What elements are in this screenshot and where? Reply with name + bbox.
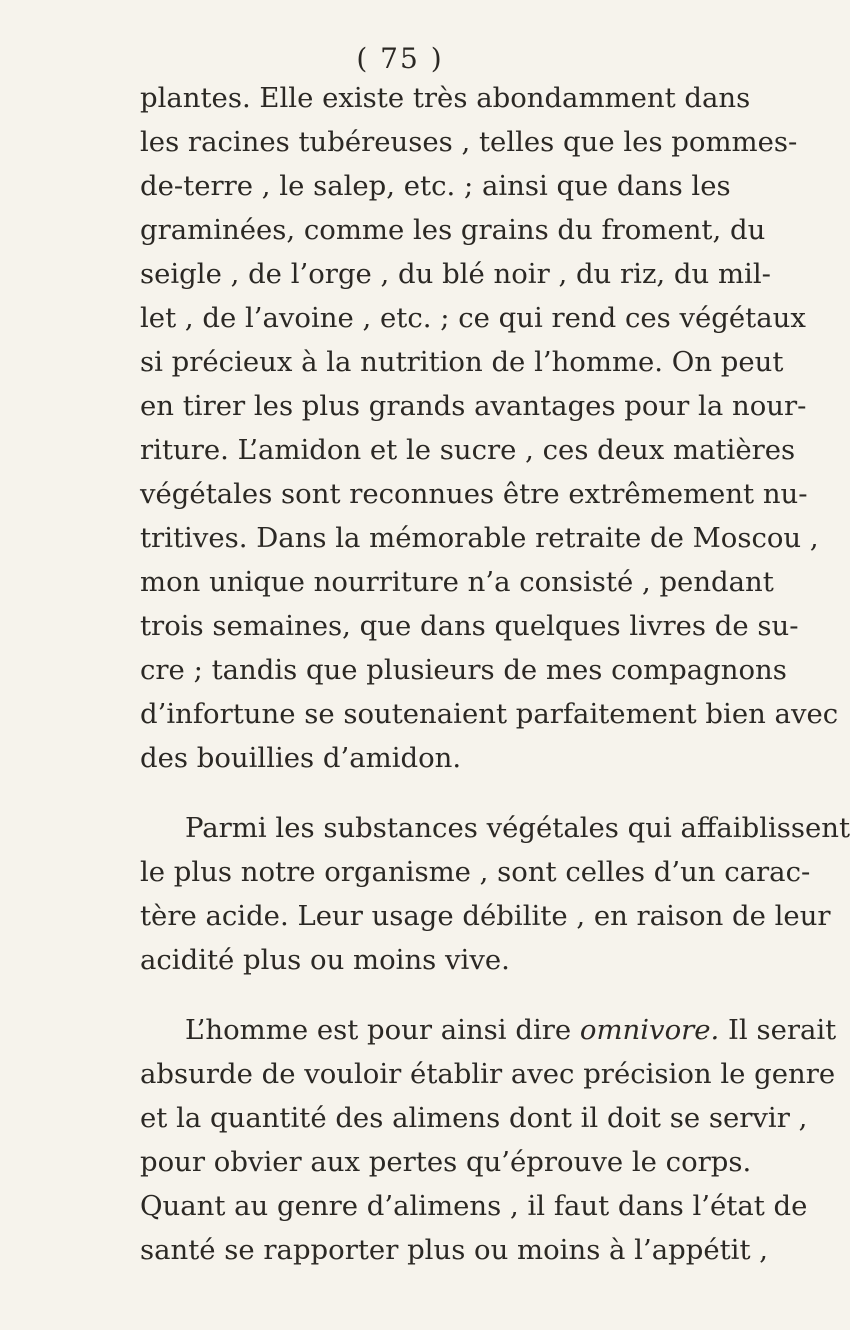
text-line: tritives. Dans la mémorable retraite de Moscou ,	[140, 522, 819, 554]
italic-term: omnivore.	[579, 1014, 720, 1046]
text-line	[185, 1010, 837, 1050]
text-line: en tirer les plus grands avantages pour la nour-	[140, 390, 807, 422]
page-number: ( 75 )	[356, 42, 444, 75]
text-line: Parmi les substances végétales qui affaiblissent	[185, 812, 850, 844]
text-line: seigle , de l’orge , du blé noir , du riz, du mil-	[140, 258, 771, 290]
text-line: acidité plus ou moins vive.	[140, 944, 510, 976]
text-line: de-terre , le salep, etc. ; ainsi que dans les	[140, 170, 731, 202]
text-line: végétales sont reconnues être extrêmement nu-	[140, 478, 808, 510]
text-line: et la quantité des alimens dont il doit se servir ,	[140, 1102, 808, 1134]
text-line: let , de l’avoine , etc. ; ce qui rend ces végétaux	[140, 302, 806, 334]
text-line: graminées, comme les grains du froment, du	[140, 214, 766, 246]
text-line: si précieux à la nutrition de l’homme. On peut	[140, 346, 784, 378]
text-line: des bouillies d’amidon.	[140, 742, 462, 774]
text-line: cre ; tandis que plusieurs de mes compagnons	[140, 654, 787, 686]
text-line: trois semaines, que dans quelques livres de su-	[140, 610, 799, 642]
text-line: les racines tubéreuses , telles que les pommes-	[140, 126, 798, 158]
text-line: santé se rapporter plus ou moins à l’appétit ,	[140, 1234, 768, 1266]
text-line: d’infortune se soutenaient parfaitement bien avec	[140, 698, 839, 730]
text-line: plantes. Elle existe très abondamment dans	[140, 82, 751, 114]
text-line: Quant au genre d’alimens , il faut dans l’état de	[140, 1190, 808, 1222]
text-line: pour obvier aux pertes qu’éprouve le corps.	[140, 1146, 752, 1178]
text-run: Il serait	[719, 1014, 837, 1046]
text-line: le plus notre organisme , sont celles d’un carac-	[140, 856, 811, 888]
text-line: mon unique nourriture n’a consisté , pendant	[140, 566, 774, 598]
text-run: L’homme est pour ainsi dire	[185, 1014, 580, 1046]
text-line: absurde de vouloir établir avec précision le genre	[140, 1058, 836, 1090]
text-line: riture. L’amidon et le sucre , ces deux matières	[140, 434, 796, 466]
text-line: tère acide. Leur usage débilite , en raison de leur	[140, 900, 831, 932]
